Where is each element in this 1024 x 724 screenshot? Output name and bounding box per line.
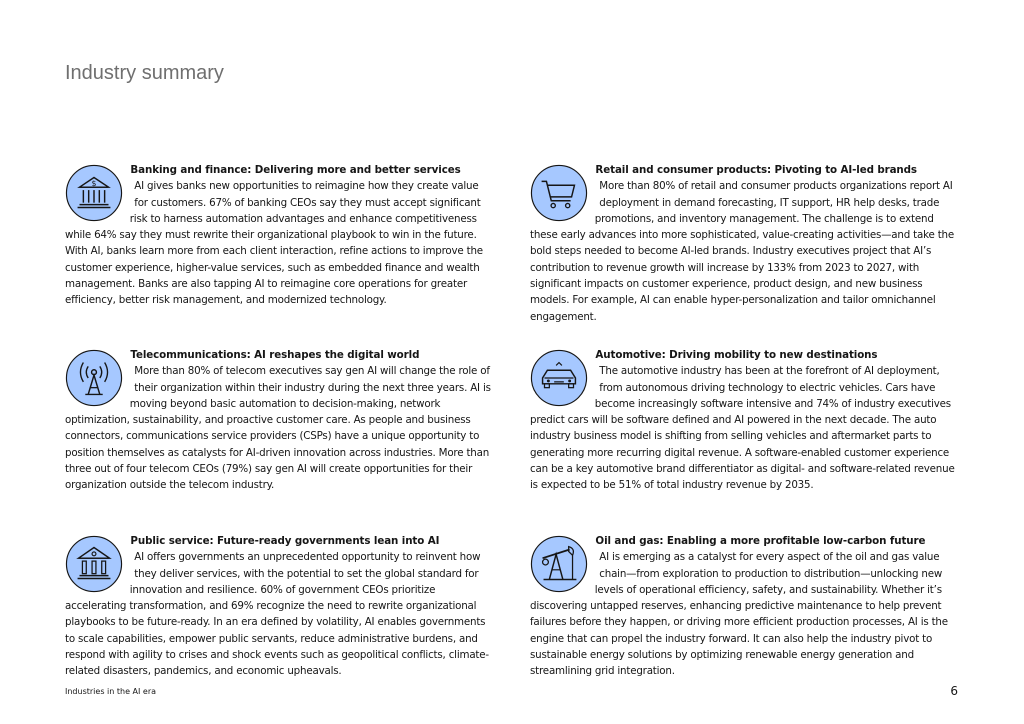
svg-text:$: $	[91, 179, 97, 189]
section-banking	[65, 162, 495, 309]
section-heading: Public service: Future-ready governments lean into AI	[130, 535, 440, 547]
section-body: AI gives banks new opportunities to reimagine how they create value for customers. 67% of banking CEOs say they must accept significant risk to harness automation advantages and enhance competitiveness while 64% say they must rewrite their organizational playbook to win in the future. With AI, banks learn more from each client interaction, refine actions to improve the customer experience, higher-value services, such as embedded finance and wealth management. Banks are also tapping AI to reimagine core operations for greater efficiency, better risk management, and modernized technology.	[65, 180, 483, 307]
section-body: AI offers governments an unprecedented opportunity to reinvent how they deliver services, with the potential to set the global standard for innovation and resilience. 60% of government CEOs prioritize accelerating transformation, and 69% recognize the need to rewrite organizational playbooks to be future-ready. In an era defined by volatility, AI enables governments to scale capabilities, empower public servants, reduce administrative burdens, and respond with agility to crises and shock events such as geopolitical conflicts, climate-related disasters, pandemics, and economic upheavals.	[65, 551, 489, 678]
antenna-tower-icon	[65, 349, 123, 407]
page-number: 6	[950, 684, 958, 698]
section-automotive	[530, 347, 960, 494]
section-retail	[530, 162, 960, 325]
section-heading: Automotive: Driving mobility to new destinations	[595, 349, 878, 361]
car-icon	[530, 349, 588, 407]
bank-icon	[65, 164, 123, 222]
section-body: The automotive industry has been at the forefront of AI deployment, from autonomous driving technology to electric vehicles. Cars have become increasingly software intensive and 74% of industry executives predict cars will be software defined and AI powered in the next decade. The auto industry business model is shifting from selling vehicles and aftermarket parts to generating more recurring digital revenue. A software-enabled customer experience can be a key automotive brand differentiator as digital- and software-related revenue is expected to be 51% of total industry revenue by 2035.	[530, 365, 955, 492]
section-oil-and-gas	[530, 533, 960, 680]
government-building-icon	[65, 535, 123, 593]
section-body: More than 80% of retail and consumer products organizations report AI deployment in demand forecasting, IT support, HR help desks, trade promotions, and inventory management. The challenge is to extend these early advances into more sophisticated, value-creating activities—and take the bold steps needed to become AI-led brands. Industry executives project that AI’s contribution to revenue growth will increase by 133% from 2023 to 2027, with significant impacts on customer experience, product design, and new business models. For example, AI can enable hyper-personalization and tailor omnichannel engagement.	[530, 180, 955, 323]
section-telecom	[65, 347, 495, 494]
section-public-service	[65, 533, 495, 680]
section-heading: Telecommunications: AI reshapes the digital world	[130, 349, 420, 361]
section-heading: Retail and consumer products: Pivoting to AI-led brands	[595, 164, 917, 176]
section-body: AI is emerging as a catalyst for every aspect of the oil and gas value chain—from exploration to production to distribution—unlocking new levels of operational efficiency, safety, and sustainability. Whether it’s discovering untapped reserves, enhancing predictive maintenance to help prevent failures before they happen, or driving more efficient production processes, AI is the engine that can propel the industry forward. It can also help the industry pivot to sustainable energy solutions by optimizing renewable energy generation and streamlining grid integration.	[530, 551, 948, 678]
footer-document-title: Industries in the AI era	[65, 687, 157, 696]
oil-pump-icon	[530, 535, 588, 593]
shopping-cart-icon	[530, 164, 588, 222]
page-title: Industry summary	[65, 62, 224, 84]
section-heading: Oil and gas: Enabling a more profitable low-carbon future	[595, 535, 926, 547]
section-heading: Banking and finance: Delivering more and better services	[130, 164, 461, 176]
section-body: More than 80% of telecom executives say gen AI will change the role of their organization within their industry during the next three years. AI is moving beyond basic automation to decision-making, network optimization, sustainability, and proactive customer care. As people and business connectors, communications service providers (CSPs) have a unique opportunity to position themselves as catalysts for AI-driven innovation across industries. More than three out of four telecom CEOs (79%) say gen AI will create opportunities for their organization outside the telecom industry.	[65, 365, 491, 492]
